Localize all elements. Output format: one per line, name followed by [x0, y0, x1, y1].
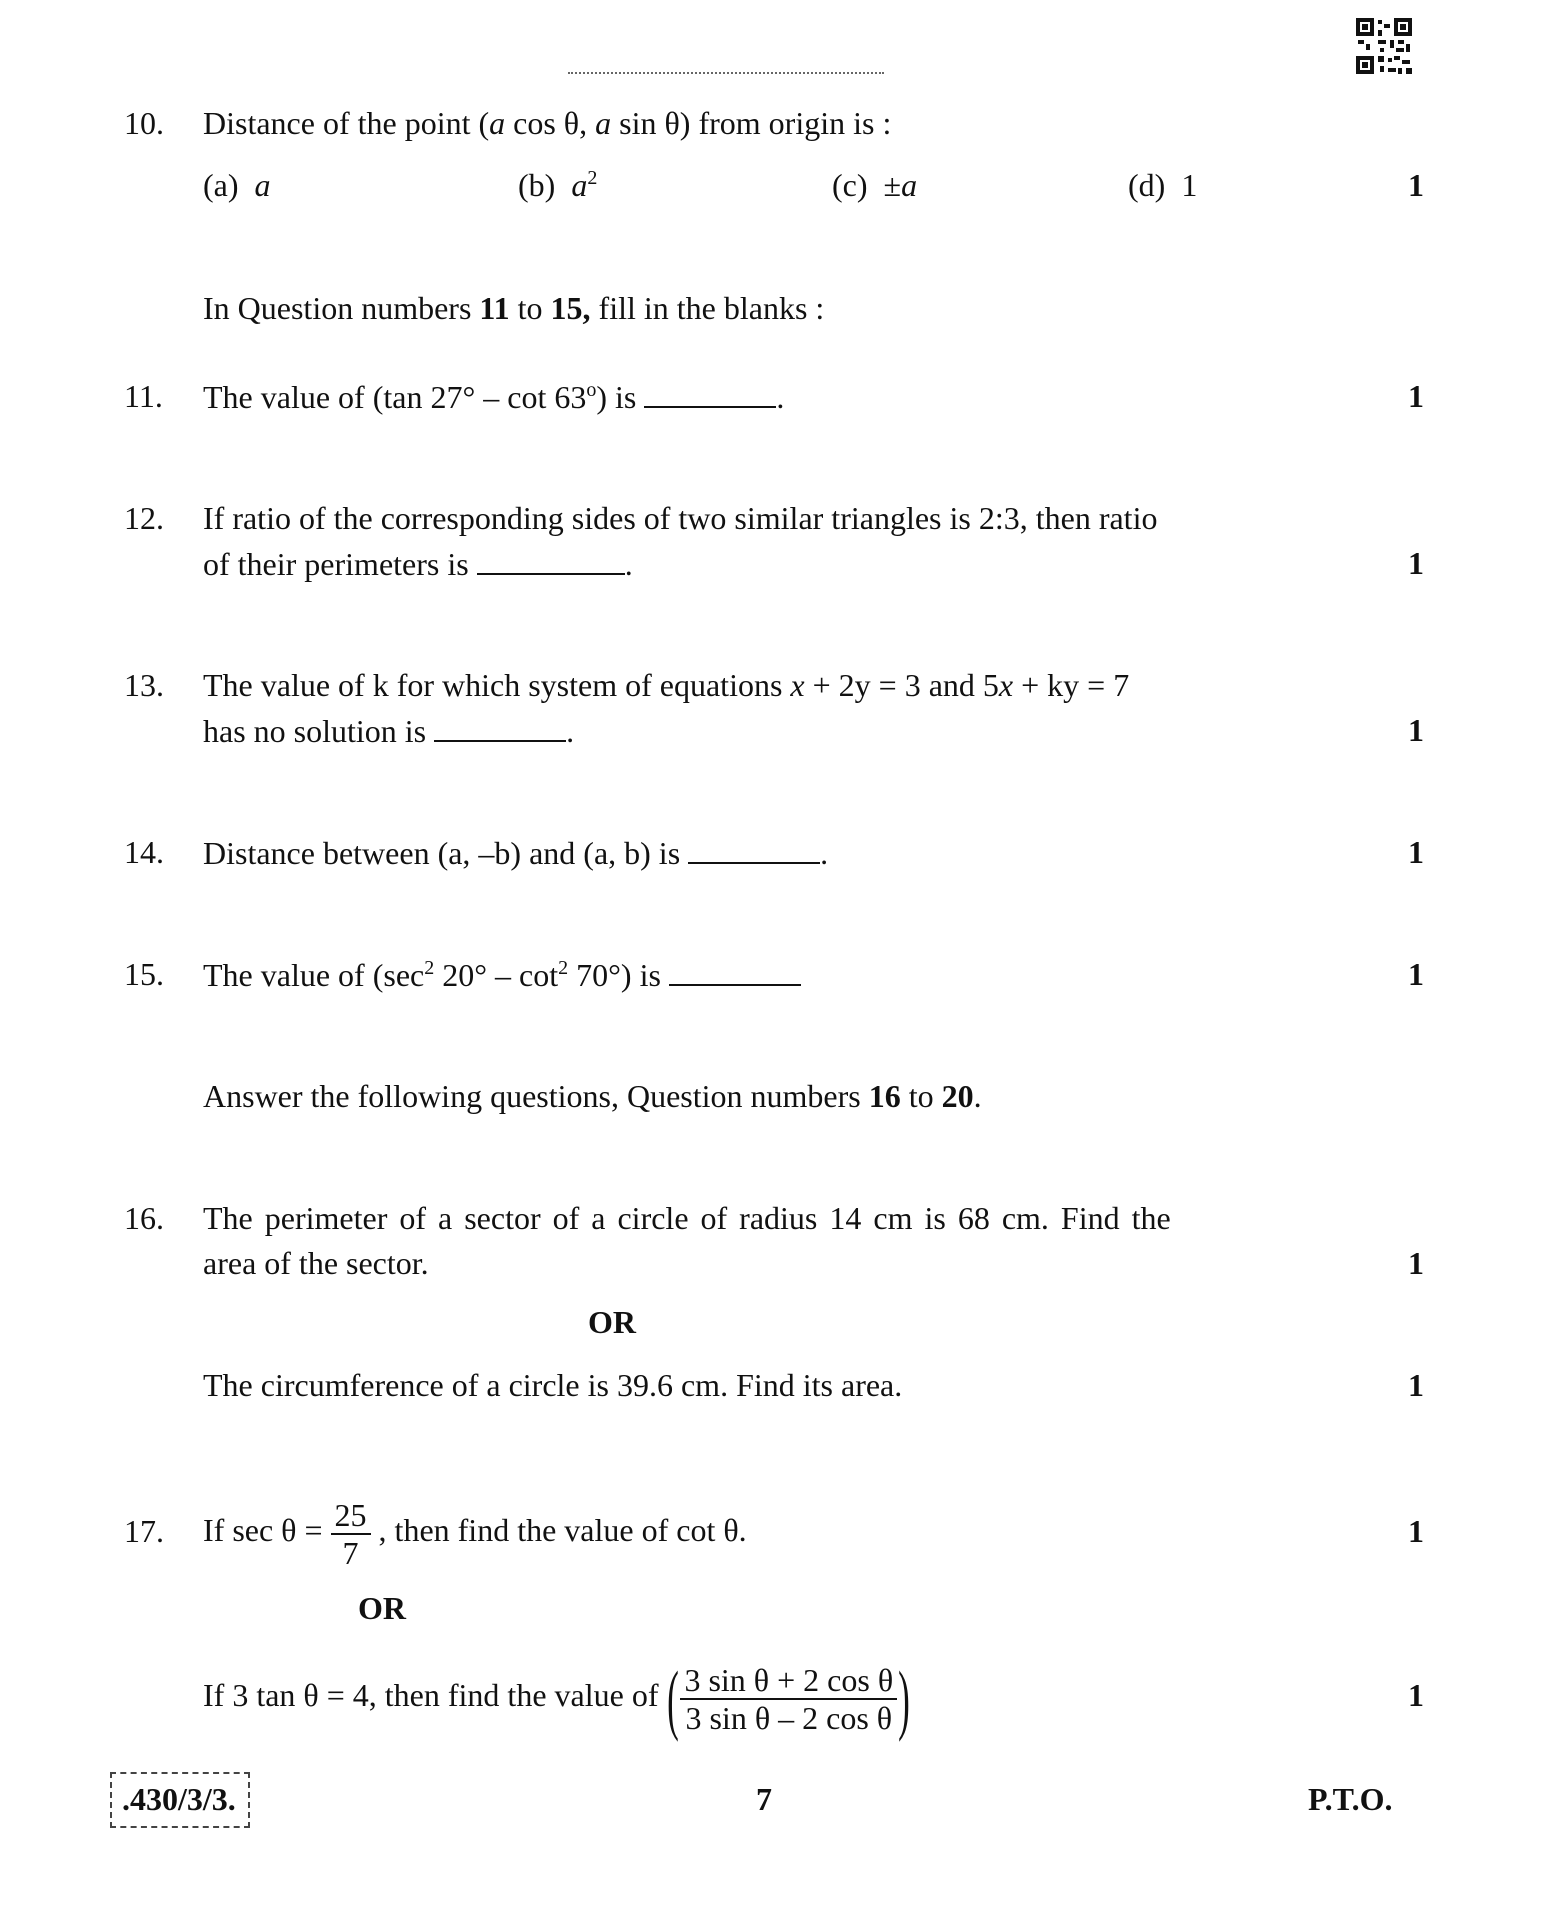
option-c: (c) ±a — [832, 167, 918, 203]
question-text: Distance of the point (a cos θ, a sin θ) from origin is : — [203, 105, 892, 141]
alternate-question-text: If 3 tan θ = 4, then find the value of ( $\frac{\text{3 sin θ + 2 cos θ}}{\text{3 sin θ – 2 cos θ}}$ ) — [203, 1654, 910, 1742]
paper-code: .430/3/3. — [122, 1781, 236, 1817]
option-b: (b) $a^2$ — [518, 167, 598, 203]
pto-label: P.T.O. — [1308, 1781, 1393, 1817]
question-text: The value of ($\sec^2$ $20^\circ - \cot^2 70^\circ$) is — [203, 954, 801, 995]
question-text-line1: If ratio of the corresponding sides of two similar triangles is 2:3, then ratio — [203, 500, 1158, 536]
question-text-line1: The value of k for which system of equations x + 2y = 3 and 5x + ky = 7 — [203, 667, 1130, 703]
answer-blank — [477, 543, 625, 575]
option-d: (d) 1 — [1128, 167, 1198, 203]
or-label: OR — [588, 1304, 636, 1340]
alternate-question-text: The circumference of a circle is 39.6 cm. Find its area. — [203, 1367, 903, 1403]
question-text: The value of (tan 27° – cot 63$^o$) is . — [203, 376, 784, 417]
question-number: 13. — [124, 667, 164, 703]
marks: 1 — [1408, 545, 1424, 581]
question-number: 12. — [124, 500, 164, 536]
answer-blank — [434, 710, 566, 742]
question-number: 10. — [124, 105, 164, 141]
question-text-line2: of their perimeters is . — [203, 543, 633, 584]
header-dotted-line — [568, 72, 884, 74]
marks: 1 — [1408, 1677, 1424, 1713]
or-label: OR — [358, 1590, 406, 1626]
qr-code-icon — [1354, 16, 1414, 76]
section-instruction: Answer the following questions, Question numbers 16 to 20. — [203, 1078, 982, 1114]
fraction: $\frac{\text{3 sin θ + 2 cos θ}}{\text{3 sin θ – 2 cos θ}}$ — [680, 1662, 897, 1736]
question-number: 17. — [124, 1513, 164, 1549]
page-number: 7 — [756, 1781, 772, 1817]
question-number: 14. — [124, 834, 164, 870]
question-number: 11. — [124, 378, 163, 414]
answer-blank — [644, 376, 776, 408]
marks: 1 — [1408, 1367, 1424, 1403]
question-text-line2: area of the sector. — [203, 1245, 429, 1281]
marks: 1 — [1408, 712, 1424, 748]
answer-blank — [669, 954, 801, 986]
marks: 1 — [1408, 378, 1424, 414]
question-number: 16. — [124, 1200, 164, 1236]
question-text: If sec θ = $\frac{25}{7}$ , then find the value of cot θ. — [203, 1496, 747, 1571]
marks: 1 — [1408, 1513, 1424, 1549]
section-instruction: In Question numbers 11 to 15, fill in the blanks : — [203, 290, 825, 326]
option-a: (a) a — [203, 167, 271, 203]
question-text-line1: The perimeter of a sector of a circle of radius 14 cm is 68 cm. Find the — [203, 1200, 1171, 1236]
fraction: $\frac{25}{7}$ — [331, 1497, 371, 1571]
marks: 1 — [1408, 167, 1424, 203]
marks: 1 — [1408, 834, 1424, 870]
marks: 1 — [1408, 956, 1424, 992]
question-text-line2: has no solution is . — [203, 710, 574, 751]
question-text: Distance between (a, –b) and (a, b) is . — [203, 832, 828, 873]
answer-blank — [688, 832, 820, 864]
marks: 1 — [1408, 1245, 1424, 1281]
question-number: 15. — [124, 956, 164, 992]
